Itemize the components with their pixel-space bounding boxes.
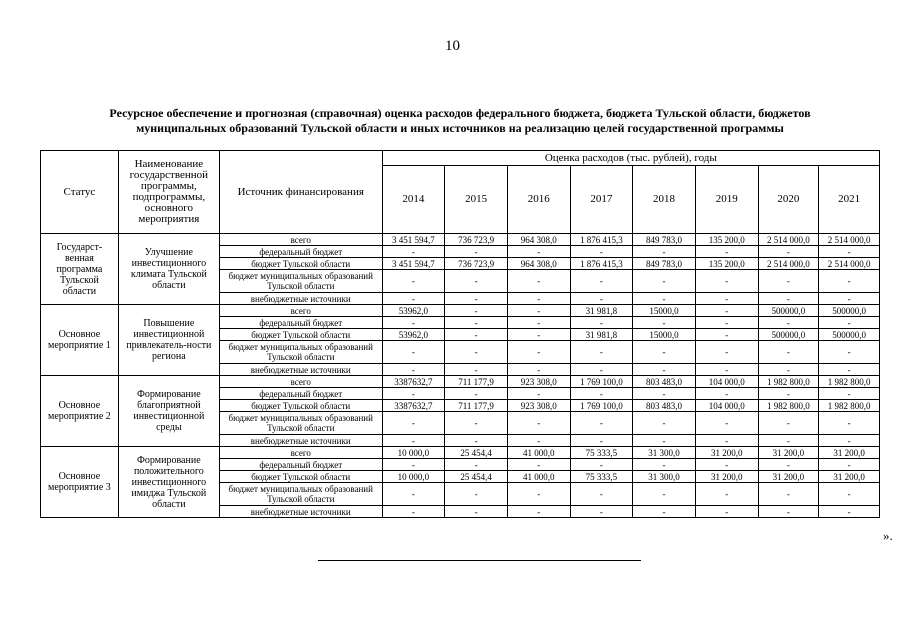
value-cell: - — [507, 506, 570, 518]
value-cell: 2 514 000,0 — [758, 234, 819, 246]
value-cell: - — [695, 483, 758, 506]
value-cell: 500000,0 — [758, 305, 819, 317]
header-year: 2019 — [695, 166, 758, 234]
value-cell: - — [758, 459, 819, 471]
value-cell: 135 200,0 — [695, 258, 758, 270]
value-cell: - — [382, 506, 445, 518]
value-cell: - — [445, 506, 508, 518]
value-cell: 1 876 415,3 — [570, 258, 633, 270]
value-cell: 2 514 000,0 — [758, 258, 819, 270]
value-cell: - — [507, 317, 570, 329]
value-cell: 2 514 000,0 — [819, 258, 880, 270]
value-cell: - — [445, 270, 508, 293]
value-cell: 803 483,0 — [633, 376, 696, 388]
page-number: 10 — [445, 38, 460, 54]
program-name-cell: Формирование положительного инвестиционного имиджа Тульской области — [118, 447, 219, 518]
value-cell: - — [819, 293, 880, 305]
source-cell: бюджет муниципальных образований Тульской области — [219, 341, 382, 364]
value-cell: - — [507, 412, 570, 435]
value-cell: - — [570, 483, 633, 506]
source-cell: внебюджетные источники — [219, 506, 382, 518]
value-cell: - — [445, 412, 508, 435]
value-cell: - — [445, 341, 508, 364]
value-cell: - — [695, 459, 758, 471]
value-cell: 15000,0 — [633, 329, 696, 341]
value-cell: - — [819, 246, 880, 258]
value-cell: - — [758, 412, 819, 435]
value-cell: 2 514 000,0 — [819, 234, 880, 246]
value-cell: 31 300,0 — [633, 471, 696, 483]
value-cell: - — [758, 317, 819, 329]
value-cell: - — [507, 341, 570, 364]
value-cell: - — [570, 459, 633, 471]
source-cell: бюджет Тульской области — [219, 400, 382, 412]
value-cell: - — [445, 317, 508, 329]
value-cell: - — [445, 305, 508, 317]
source-cell: внебюджетные источники — [219, 364, 382, 376]
value-cell: - — [507, 329, 570, 341]
value-cell: 31 200,0 — [695, 471, 758, 483]
source-cell: внебюджетные источники — [219, 435, 382, 447]
value-cell: - — [819, 388, 880, 400]
header-source: Источник финансирования — [219, 151, 382, 234]
value-cell: - — [570, 435, 633, 447]
value-cell: - — [507, 388, 570, 400]
value-cell: 1 982 800,0 — [819, 400, 880, 412]
value-cell: - — [819, 412, 880, 435]
value-cell: - — [758, 364, 819, 376]
value-cell: 10 000,0 — [382, 447, 445, 459]
value-cell: - — [445, 364, 508, 376]
value-cell: 31 200,0 — [695, 447, 758, 459]
value-cell: - — [695, 506, 758, 518]
value-cell: 849 783,0 — [633, 234, 696, 246]
value-cell: 31 981,8 — [570, 329, 633, 341]
bottom-rule — [318, 560, 641, 561]
status-cell: Основное мероприятие 2 — [41, 376, 119, 447]
value-cell: 31 200,0 — [758, 447, 819, 459]
resource-table — [40, 150, 880, 518]
value-cell: 1 982 800,0 — [819, 376, 880, 388]
value-cell: - — [633, 317, 696, 329]
header-year: 2016 — [507, 166, 570, 234]
value-cell: - — [819, 483, 880, 506]
value-cell: - — [758, 506, 819, 518]
value-cell: - — [633, 341, 696, 364]
value-cell: 31 300,0 — [633, 447, 696, 459]
value-cell: 25 454,4 — [445, 471, 508, 483]
value-cell: - — [507, 459, 570, 471]
table-row — [41, 234, 880, 246]
value-cell: - — [695, 246, 758, 258]
value-cell: - — [695, 435, 758, 447]
header-evaluation: Оценка расходов (тыс. рублей), годы — [382, 151, 879, 166]
value-cell: - — [445, 246, 508, 258]
source-cell: федеральный бюджет — [219, 388, 382, 400]
source-cell: бюджет муниципальных образований Тульской области — [219, 483, 382, 506]
value-cell: 31 200,0 — [758, 471, 819, 483]
value-cell: - — [633, 483, 696, 506]
value-cell: - — [382, 412, 445, 435]
value-cell: 711 177,9 — [445, 376, 508, 388]
value-cell: 104 000,0 — [695, 376, 758, 388]
value-cell: - — [758, 388, 819, 400]
source-cell: федеральный бюджет — [219, 459, 382, 471]
value-cell: - — [570, 341, 633, 364]
source-cell: бюджет Тульской области — [219, 329, 382, 341]
value-cell: - — [570, 412, 633, 435]
source-cell: бюджет Тульской области — [219, 471, 382, 483]
source-cell: всего — [219, 447, 382, 459]
value-cell: - — [570, 246, 633, 258]
value-cell: - — [758, 435, 819, 447]
value-cell: 964 308,0 — [507, 258, 570, 270]
header-year: 2015 — [445, 166, 508, 234]
value-cell: 1 769 100,0 — [570, 400, 633, 412]
table-body — [41, 234, 880, 518]
value-cell: - — [445, 483, 508, 506]
value-cell: 1 769 100,0 — [570, 376, 633, 388]
status-cell: Основное мероприятие 3 — [41, 447, 119, 518]
program-name-cell: Формирование благоприятной инвестиционной среды — [118, 376, 219, 447]
value-cell: 964 308,0 — [507, 234, 570, 246]
header-year: 2021 — [819, 166, 880, 234]
value-cell: 500000,0 — [758, 329, 819, 341]
source-cell: всего — [219, 376, 382, 388]
value-cell: - — [570, 270, 633, 293]
value-cell: - — [695, 317, 758, 329]
value-cell: 15000,0 — [633, 305, 696, 317]
value-cell: - — [507, 305, 570, 317]
value-cell: - — [819, 459, 880, 471]
value-cell: - — [382, 364, 445, 376]
value-cell: - — [382, 388, 445, 400]
value-cell: - — [570, 506, 633, 518]
closing-quote-mark: ». — [883, 528, 893, 543]
value-cell: - — [570, 293, 633, 305]
value-cell: - — [695, 341, 758, 364]
value-cell: - — [819, 341, 880, 364]
header-year: 2018 — [633, 166, 696, 234]
source-cell: внебюджетные источники — [219, 293, 382, 305]
heading-line-1: Ресурсное обеспечение и прогнозная (справочная) оценка расходов федерального бюджета, бюджета Тульской области, бюджетов — [109, 106, 811, 120]
table-row — [41, 376, 880, 388]
source-cell: всего — [219, 305, 382, 317]
source-cell: всего — [219, 234, 382, 246]
value-cell: 25 454,4 — [445, 447, 508, 459]
value-cell: - — [382, 270, 445, 293]
value-cell: - — [382, 459, 445, 471]
heading-line-2: муниципальных образований Тульской области и иных источников на реализацию целей государственной программы — [136, 121, 784, 135]
header-name: Наименование государственной программы, подпрограммы, основного мероприятия — [118, 151, 219, 234]
value-cell: - — [445, 388, 508, 400]
value-cell: 75 333,5 — [570, 447, 633, 459]
header-year: 2014 — [382, 166, 445, 234]
value-cell: - — [445, 329, 508, 341]
value-cell: - — [633, 246, 696, 258]
value-cell: - — [695, 388, 758, 400]
value-cell: 803 483,0 — [633, 400, 696, 412]
value-cell: - — [633, 506, 696, 518]
value-cell: - — [507, 483, 570, 506]
value-cell: - — [445, 459, 508, 471]
value-cell: - — [382, 246, 445, 258]
value-cell: 53962,0 — [382, 329, 445, 341]
value-cell: - — [695, 270, 758, 293]
value-cell: - — [633, 270, 696, 293]
value-cell: 736 723,9 — [445, 234, 508, 246]
table-row — [41, 447, 880, 459]
value-cell: 3387632,7 — [382, 400, 445, 412]
table-heading — [40, 106, 880, 136]
status-cell: Основное мероприятие 1 — [41, 305, 119, 376]
value-cell: - — [633, 388, 696, 400]
value-cell: - — [570, 317, 633, 329]
value-cell: - — [758, 246, 819, 258]
table-row — [41, 305, 880, 317]
value-cell: 53962,0 — [382, 305, 445, 317]
value-cell: 75 333,5 — [570, 471, 633, 483]
header-status: Статус — [41, 151, 119, 234]
value-cell: - — [633, 293, 696, 305]
value-cell: - — [819, 506, 880, 518]
source-cell: федеральный бюджет — [219, 246, 382, 258]
value-cell: - — [382, 293, 445, 305]
value-cell: - — [382, 341, 445, 364]
value-cell: - — [507, 270, 570, 293]
value-cell: - — [507, 293, 570, 305]
value-cell: 1 876 415,3 — [570, 234, 633, 246]
value-cell: - — [507, 246, 570, 258]
source-cell: бюджет муниципальных образований Тульской области — [219, 412, 382, 435]
value-cell: 923 308,0 — [507, 400, 570, 412]
value-cell: - — [507, 435, 570, 447]
value-cell: - — [633, 459, 696, 471]
value-cell: 500000,0 — [819, 305, 880, 317]
program-name-cell: Улучшение инвестиционного климата Тульской области — [118, 234, 219, 305]
value-cell: - — [633, 435, 696, 447]
value-cell: 849 783,0 — [633, 258, 696, 270]
header-year: 2017 — [570, 166, 633, 234]
status-cell: Государст-венная программа Тульской области — [41, 234, 119, 305]
value-cell: - — [819, 270, 880, 293]
value-cell: 41 000,0 — [507, 471, 570, 483]
header-year: 2020 — [758, 166, 819, 234]
value-cell: - — [819, 435, 880, 447]
value-cell: - — [695, 412, 758, 435]
value-cell: - — [382, 435, 445, 447]
value-cell: - — [633, 412, 696, 435]
value-cell: 31 200,0 — [819, 471, 880, 483]
value-cell: - — [695, 329, 758, 341]
value-cell: - — [445, 435, 508, 447]
value-cell: - — [382, 317, 445, 329]
value-cell: 31 200,0 — [819, 447, 880, 459]
value-cell: 923 308,0 — [507, 376, 570, 388]
source-cell: федеральный бюджет — [219, 317, 382, 329]
value-cell: 736 723,9 — [445, 258, 508, 270]
value-cell: - — [695, 364, 758, 376]
value-cell: - — [695, 293, 758, 305]
value-cell: - — [758, 341, 819, 364]
value-cell: - — [758, 293, 819, 305]
value-cell: 3387632,7 — [382, 376, 445, 388]
value-cell: 500000,0 — [819, 329, 880, 341]
program-name-cell: Повышение инвестиционной привлекатель-ности региона — [118, 305, 219, 376]
source-cell: бюджет Тульской области — [219, 258, 382, 270]
value-cell: - — [819, 364, 880, 376]
value-cell: 1 982 800,0 — [758, 376, 819, 388]
value-cell: 135 200,0 — [695, 234, 758, 246]
value-cell: 3 451 594,7 — [382, 234, 445, 246]
value-cell: 3 451 594,7 — [382, 258, 445, 270]
value-cell: - — [758, 270, 819, 293]
value-cell: - — [507, 364, 570, 376]
value-cell: - — [633, 364, 696, 376]
value-cell: 711 177,9 — [445, 400, 508, 412]
value-cell: 31 981,8 — [570, 305, 633, 317]
value-cell: 1 982 800,0 — [758, 400, 819, 412]
value-cell: - — [570, 364, 633, 376]
value-cell: - — [695, 305, 758, 317]
value-cell: - — [570, 388, 633, 400]
value-cell: 10 000,0 — [382, 471, 445, 483]
value-cell: - — [819, 317, 880, 329]
value-cell: - — [382, 483, 445, 506]
value-cell: 104 000,0 — [695, 400, 758, 412]
value-cell: - — [445, 293, 508, 305]
source-cell: бюджет муниципальных образований Тульской области — [219, 270, 382, 293]
value-cell: 41 000,0 — [507, 447, 570, 459]
value-cell: - — [758, 483, 819, 506]
